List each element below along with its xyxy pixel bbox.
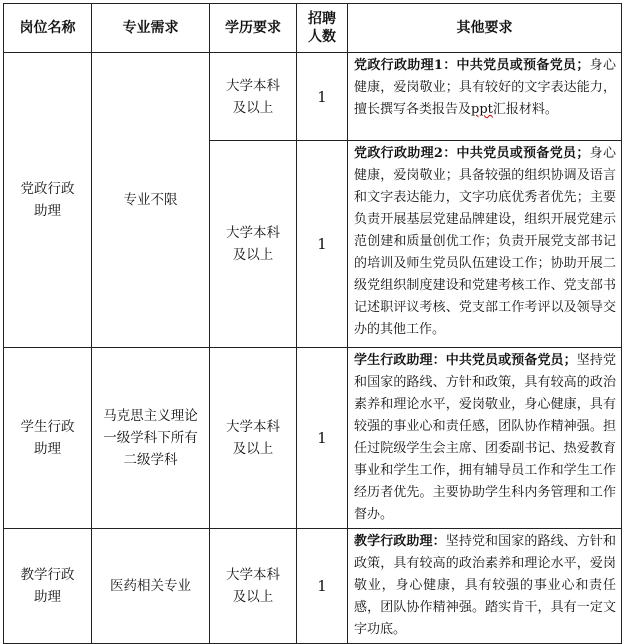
position-cell: 教学行政助理 bbox=[4, 529, 92, 644]
recruitment-table bbox=[3, 3, 622, 644]
header-major: 专业需求 bbox=[92, 4, 210, 53]
header-quota: 招聘人数 bbox=[297, 4, 348, 53]
education-cell: 大学本科及以上 bbox=[210, 141, 297, 348]
quota-cell: 1 bbox=[297, 348, 348, 529]
spellcheck-marked-text: ppt bbox=[471, 102, 493, 117]
major-cell: 医药相关专业 bbox=[92, 529, 210, 644]
header-education: 学历要求 bbox=[210, 4, 297, 53]
requirement-lead: 党政行政助理2：中共党员或预备党员； bbox=[354, 146, 590, 161]
quota-cell: 1 bbox=[297, 529, 348, 644]
requirement-lead: 党政行政助理1：中共党员或预备党员； bbox=[354, 58, 590, 73]
education-cell: 大学本科及以上 bbox=[210, 529, 297, 644]
requirement-lead: 学生行政助理：中共党员或预备党员； bbox=[354, 353, 577, 368]
education-cell: 大学本科及以上 bbox=[210, 348, 297, 529]
header-row bbox=[4, 4, 622, 53]
requirement-text-end: 汇报材料。 bbox=[492, 102, 558, 117]
table-row bbox=[4, 348, 622, 529]
requirement-cell bbox=[348, 53, 622, 141]
requirement-cell bbox=[348, 529, 622, 644]
quota-cell: 1 bbox=[297, 53, 348, 141]
requirement-cell bbox=[348, 141, 622, 348]
requirement-lead: 教学行政助理： bbox=[354, 534, 446, 549]
requirement-text: 身心健康，爱岗敬业；具备较强的组织协调及语言和文字表达能力，文字功底优秀者优先；主要负责开展基层党建品牌建设，组织开展党建示范创建和质量创优工作；负责开展党支部书记的培训及师生党员队伍建设工作；协助开展二级党组织制度建设和党建考核工作、党支部书记述职评议考核、党支部工作考评以及领导交办的其他工作。 bbox=[354, 146, 616, 337]
major-cell: 专业不限 bbox=[92, 53, 210, 348]
requirement-cell bbox=[348, 348, 622, 529]
header-other: 其他要求 bbox=[348, 4, 622, 53]
requirement-text: 身心健康，爱岗敬业；具有较好的文字表达能力，擅长撰写各类报告及 bbox=[354, 58, 616, 117]
header-position: 岗位名称 bbox=[4, 4, 92, 53]
table-row bbox=[4, 53, 622, 141]
major-cell: 马克思主义理论一级学科下所有二级学科 bbox=[92, 348, 210, 529]
requirement-text: 坚持党和国家的路线、方针和政策，具有较高的政治素养和理论水平，爱岗敬业，身心健康，具有较强的事业心和责任感，团队协作精神强。踏实肯干，具有一定文字功底。 bbox=[354, 534, 616, 637]
education-cell: 大学本科及以上 bbox=[210, 53, 297, 141]
quota-cell: 1 bbox=[297, 141, 348, 348]
position-cell: 党政行政助理 bbox=[4, 53, 92, 348]
table-row bbox=[4, 529, 622, 644]
position-cell: 学生行政助理 bbox=[4, 348, 92, 529]
requirement-text: 坚持党和国家的路线、方针和政策，具有较高的政治素养和理论水平，爱岗敬业，身心健康，具有较强的事业心和责任感，团队协作精神强。担任过院级学生会主席、团委副书记、热爱教育事业和学生工作，拥有辅导员工作和学生工作经历者优先。主要协助学生科内务管理和工作督办。 bbox=[354, 353, 616, 522]
